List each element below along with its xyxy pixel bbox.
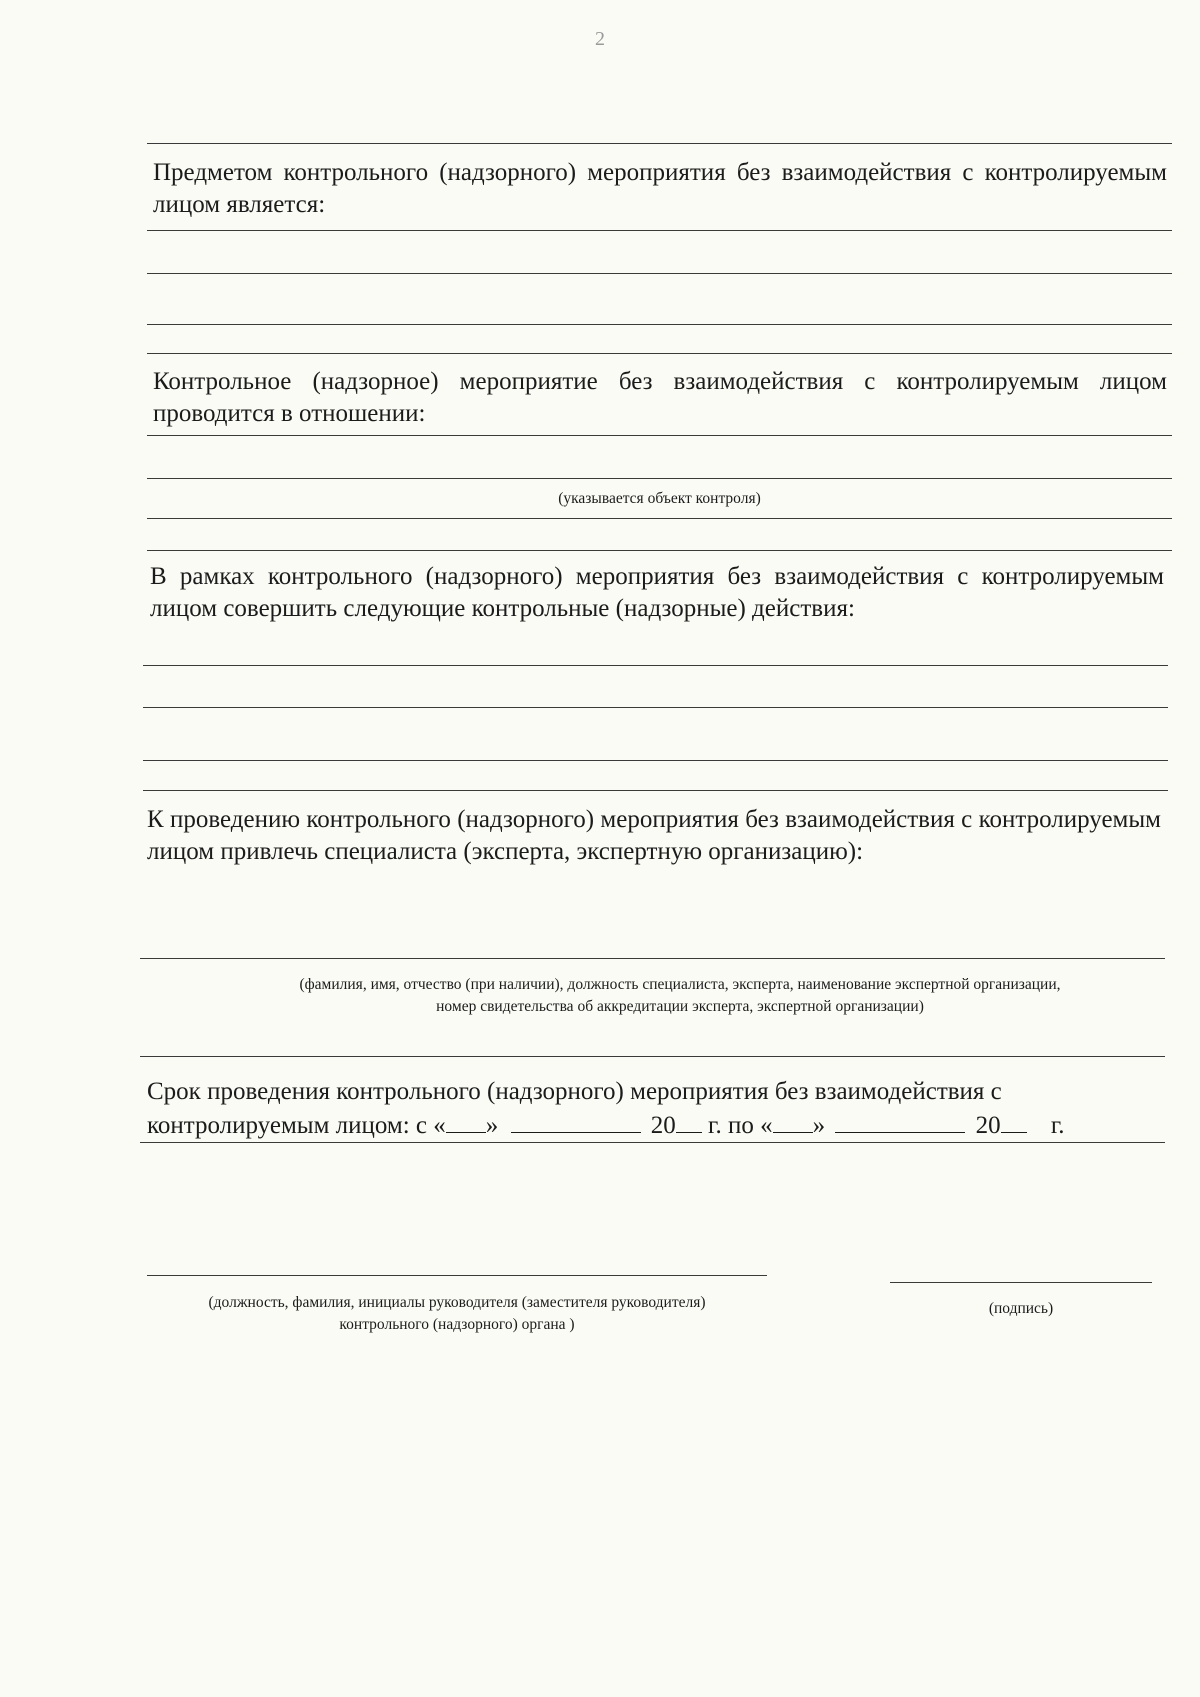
- term-line-2: [147, 1108, 1122, 1142]
- expert-paragraph: К проведению контрольного (надзорного) мероприятия без взаимодействия с контролируемым лицом привлечь специалиста (эксперта, экспертную организацию):: [147, 806, 1161, 865]
- divider-line: [147, 353, 1172, 354]
- fill-line: [147, 518, 1172, 519]
- head-caption: [147, 1292, 767, 1336]
- actions-paragraph: В рамках контрольного (надзорного) мероприятия без взаимодействия с контролируемым лицом совершить следующие контрольные (надзорные) действия:: [150, 563, 1164, 622]
- head-signature-line: [147, 1275, 767, 1276]
- fill-line: [147, 435, 1172, 436]
- term-quote-close-2: »: [812, 1112, 826, 1139]
- expert-caption-line2: номер свидетельства об аккредитации эксперта, экспертной организации): [436, 998, 924, 1015]
- fill-line: [143, 760, 1168, 761]
- sign-line: [890, 1282, 1152, 1283]
- term-line-1: Срок проведения контрольного (надзорного) мероприятия без взаимодействия с: [147, 1078, 1002, 1105]
- end-year-blank: [1001, 1108, 1027, 1133]
- start-year-prefix: 20: [650, 1112, 676, 1139]
- end-month-blank: [835, 1108, 965, 1133]
- fill-line: [140, 958, 1165, 959]
- expert-caption-line1: (фамилия, имя, отчество (при наличии), должность специалиста, эксперта, наименование экспертной организации,: [299, 976, 1061, 993]
- end-year-prefix: 20: [975, 1112, 1001, 1139]
- page-number: 2: [595, 28, 605, 50]
- fill-line: [147, 230, 1172, 231]
- divider-line: [143, 790, 1168, 791]
- start-day-blank: [446, 1108, 486, 1133]
- fill-line: [147, 324, 1172, 325]
- sign-caption: (подпись): [988, 1300, 1054, 1317]
- divider-line: [140, 1142, 1165, 1143]
- term-end-suffix: г.: [1050, 1112, 1065, 1139]
- term-by: г. по «: [708, 1112, 773, 1139]
- divider-line: [147, 143, 1172, 144]
- fill-line: [147, 273, 1172, 274]
- subject-paragraph: Предметом контрольного (надзорного) мероприятия без взаимодействия с контролируемым лицом является:: [153, 159, 1167, 218]
- head-caption-line1: (должность, фамилия, инициалы руководителя (заместителя руководителя): [208, 1294, 706, 1311]
- fill-line: [143, 665, 1168, 666]
- divider-line: [147, 550, 1172, 551]
- object-caption: (указывается объект контроля): [558, 490, 761, 507]
- start-year-blank: [676, 1108, 702, 1133]
- object-paragraph: Контрольное (надзорное) мероприятие без взаимодействия с контролируемым лицом проводится в отношении:: [153, 368, 1167, 427]
- start-month-blank: [511, 1108, 641, 1133]
- term-start-prefix: контролируемым лицом: с «: [147, 1112, 446, 1139]
- fill-line: [147, 478, 1172, 479]
- divider-line: [140, 1056, 1165, 1057]
- fill-line: [143, 707, 1168, 708]
- head-caption-line2: контрольного (надзорного) органа ): [339, 1316, 575, 1333]
- end-day-blank: [773, 1108, 813, 1133]
- expert-caption: [240, 974, 1120, 1018]
- term-quote-close: »: [485, 1112, 499, 1139]
